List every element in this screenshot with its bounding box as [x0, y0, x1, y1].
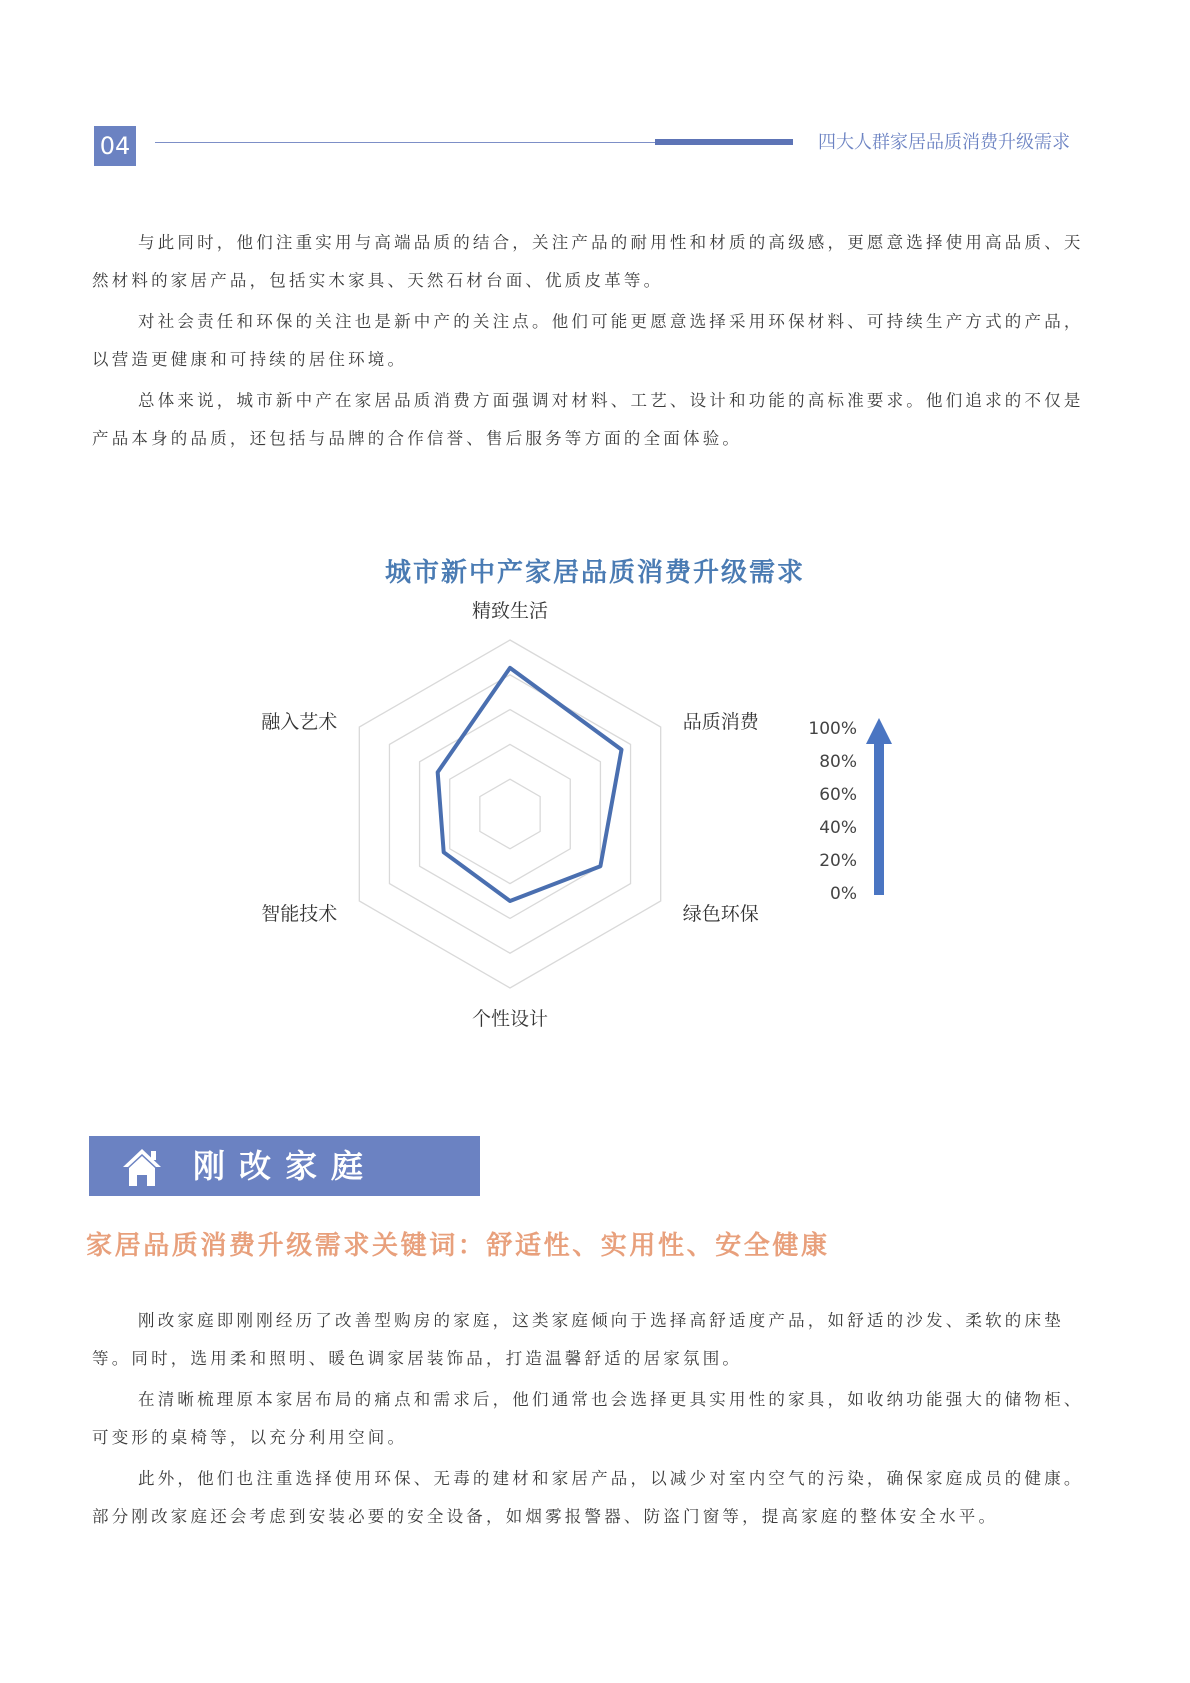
scale-label: 20%: [819, 851, 857, 871]
page-number: 04: [94, 126, 136, 166]
radar-grid-ring: [480, 779, 540, 849]
section-text: [92, 1302, 1102, 1539]
scale-arrow-head: [866, 718, 892, 744]
radar-axis-label: 个性设计: [471, 1008, 549, 1030]
scale-arrow-shaft: [874, 740, 884, 895]
radar-axis-label: 智能技术: [261, 903, 338, 925]
home-icon: [121, 1146, 163, 1188]
radar-grid-ring: [420, 710, 601, 919]
radar-axis-labels: [261, 600, 759, 1030]
section-title: 刚改家庭: [193, 1147, 378, 1185]
radar-grid-ring: [359, 640, 660, 988]
radar-series: [438, 668, 622, 901]
radar-axis-label: 精致生活: [471, 600, 549, 622]
chart-title: 城市新中产家居品质消费升级需求: [384, 558, 805, 588]
radar-axis-label: 品质消费: [682, 711, 759, 733]
scale-label: 100%: [808, 719, 857, 739]
section-keywords: 家居品质消费升级需求关键词：舒适性、实用性、安全健康: [86, 1231, 830, 1261]
scale-label: 40%: [819, 818, 857, 838]
header-title: 四大人群家居品质消费升级需求: [818, 132, 1070, 153]
section-banner: [89, 1136, 480, 1196]
scale-label: 60%: [819, 785, 857, 805]
scale-legend: [808, 718, 892, 904]
intro-paragraph: 对社会责任和环保的关注也是新中产的关注点。他们可能更愿意选择采用环保材料、可持续生产方式的产品，以营造更健康和可持续的居住环境。: [92, 312, 1084, 369]
section-paragraph: 此外，他们也注重选择使用环保、无毒的建材和家居产品，以减少对室内空气的污染，确保家庭成员的健康。部分刚改家庭还会考虑到安装必要的安全设备，如烟雾报警器、防盗门窗等，提高家庭的整体安全水平。: [92, 1469, 1084, 1526]
radar-grid-ring: [389, 675, 630, 953]
intro-paragraph: 总体来说，城市新中产在家居品质消费方面强调对材料、工艺、设计和功能的高标准要求。他们追求的不仅是产品本身的品质，还包括与品牌的合作信誉、售后服务等方面的全面体验。: [92, 391, 1084, 448]
section-paragraph: 在清晰梳理原本家居布局的痛点和需求后，他们通常也会选择更具实用性的家具，如收纳功能强大的储物柜、可变形的桌椅等，以充分利用空间。: [92, 1390, 1084, 1447]
intro-paragraph: 与此同时，他们注重实用与高端品质的结合，关注产品的耐用性和材质的高级感，更愿意选择使用高品质、天然材料的家居产品，包括实木家具、天然石材台面、优质皮革等。: [92, 233, 1084, 290]
radar-series-line: [438, 668, 622, 901]
radar-axis-label: 融入艺术: [261, 711, 338, 733]
radar-grid-ring: [450, 744, 571, 883]
scale-label: 80%: [819, 752, 857, 772]
radar-axis-label: 绿色环保: [682, 903, 759, 925]
radar-grid: [359, 640, 660, 988]
section-paragraph: 刚改家庭即刚刚经历了改善型购房的家庭，这类家庭倾向于选择高舒适度产品，如舒适的沙发、柔软的床垫等。同时，选用柔和照明、暖色调家居装饰品，打造温馨舒适的居家氛围。: [92, 1311, 1064, 1368]
scale-label: 0%: [830, 884, 857, 904]
